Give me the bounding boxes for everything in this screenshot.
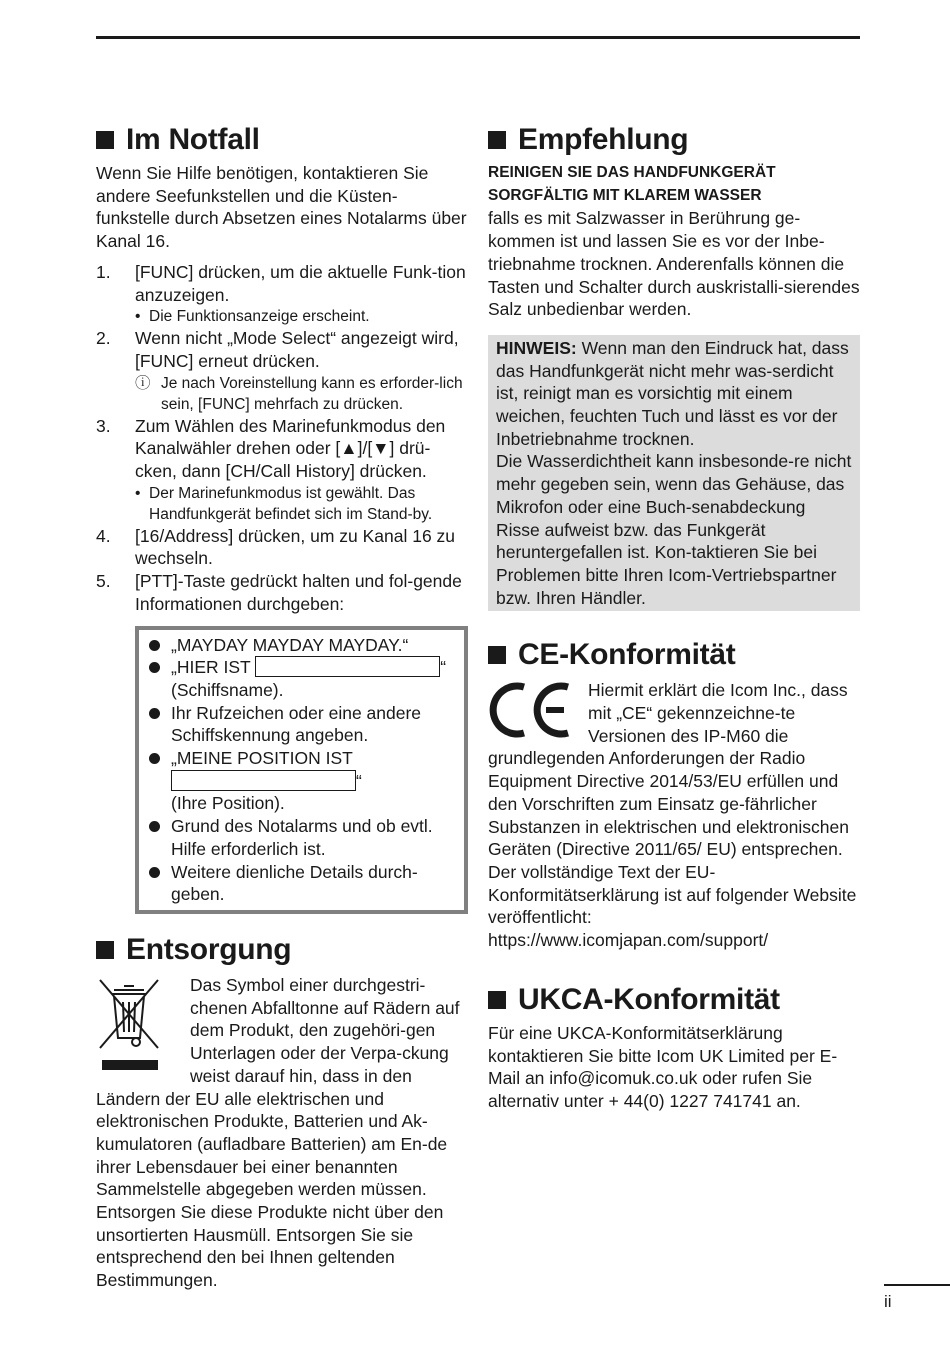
mayday-item <box>147 861 458 906</box>
heading-text: Empfehlung <box>518 123 689 156</box>
step-text: Zum Wählen des Marinefunkmodus den Kanalwähler drehen oder [▲]/[▼] drü-cken, dann [CH/Call History] drücken. <box>135 415 446 482</box>
step-text: Wenn nicht „Mode Select“ angezeigt wird, [FUNC] erneut drücken. <box>135 328 459 371</box>
bullet-marker: • <box>135 484 141 502</box>
note-box <box>488 335 860 611</box>
section-heading <box>96 118 468 162</box>
section-ce-konformitaet <box>488 633 860 951</box>
step-text: [FUNC] drücken, um die aktuelle Funk-tion anzuzeigen. <box>135 261 466 305</box>
list-item <box>96 570 468 615</box>
step-text: [PTT]-Taste gedrückt halten und fol-gende Informationen durchgeben: <box>135 571 462 614</box>
mayday-text: Ihr Rufzeichen oder eine andere Schiffskennung angeben. <box>171 702 422 746</box>
list-item <box>96 261 468 327</box>
right-column <box>488 118 860 1113</box>
bullet-marker: • <box>135 308 141 326</box>
ukca-text: Für eine UKCA-Konformitätserklärung kontaktieren Sie bitte Icom UK Limited per E-Mail an info@icomuk.co.uk oder rufen Sie alternativ unter + 44(0) 1227 741741 an. <box>488 1022 838 1111</box>
bullet-dot-icon <box>149 708 160 719</box>
step-note <box>135 373 468 415</box>
section-heading <box>96 928 468 972</box>
section-im-notfall <box>96 118 468 914</box>
notfall-intro: Wenn Sie Hilfe benötigen, kontaktieren Sie andere Seefunkstellen und die Küsten-funkstelle durch Absetzen eines Notalarms über Kanal 16. <box>96 163 467 252</box>
top-rule <box>96 36 860 39</box>
step-note <box>135 306 468 327</box>
step-note <box>135 483 468 525</box>
section-heading <box>488 118 860 162</box>
info-icon: ⓘ <box>135 374 151 392</box>
mayday-item <box>147 747 458 815</box>
step-number: 1. <box>96 261 111 282</box>
quote-mark: “ <box>356 770 362 791</box>
page-number-text: ii <box>884 1292 892 1311</box>
square-bullet-icon <box>488 991 506 1009</box>
mayday-item <box>147 656 458 701</box>
square-bullet-icon <box>96 131 114 149</box>
list-item <box>96 327 468 414</box>
step-number: 5. <box>96 571 111 592</box>
step-number: 4. <box>96 525 111 546</box>
mayday-item <box>147 634 458 657</box>
mayday-note: (Ihre Position). <box>171 793 285 814</box>
square-bullet-icon <box>488 131 506 149</box>
section-entsorgung <box>96 928 468 1292</box>
mayday-text: Weitere dienliche Details durch-geben. <box>171 861 418 905</box>
bullet-dot-icon <box>149 662 160 673</box>
mayday-text: Grund des Notalarms und ob evtl. Hilfe erforderlich ist. <box>171 816 433 859</box>
note-paragraph-2: Die Wasserdichtheit kann insbesonde-re nicht mehr gegeben sein, wenn das Gehäuse, das Mikrofon oder eine Buch-senabdeckung Risse aufweist bzw. das Funkgerät heruntergefallen ist. Kon-taktieren Sie bei Problemen bitte Ihren Icom-Vertriebspartner bzw. Ihren Händler. <box>496 451 852 608</box>
heading-text: Im Notfall <box>126 123 260 156</box>
bullet-dot-icon <box>149 640 160 651</box>
quote-mark: “ <box>440 657 447 678</box>
note-text: Wenn man den Eindruck hat, dass das Handfunkgerät nicht mehr was-serdicht ist, reinigt man es vorsichtig mit einem weichen, feuchten Tuch und lässt es vor der Inbetriebnahme trocknen. <box>496 337 849 449</box>
section-heading <box>488 633 860 677</box>
mayday-text: „MEINE POSITION IST <box>171 748 353 769</box>
note-paragraph <box>496 337 852 451</box>
page-number <box>884 1284 950 1312</box>
heading-text: Entsorgung <box>126 932 292 966</box>
mayday-item <box>147 702 458 747</box>
crossed-out-wheelie-bin-icon <box>96 974 180 1076</box>
step-note-text: Die Funktionsanzeige erscheint. <box>149 308 370 326</box>
position-blank <box>171 770 356 791</box>
square-bullet-icon <box>96 941 114 959</box>
note-label: HINWEIS: <box>496 337 577 358</box>
ce-url-link[interactable]: https://www.icomjapan.com/support/ <box>488 930 769 951</box>
empfehlung-text: falls es mit Salzwasser in Berührung ge-kommen ist und lassen Sie es vor der Inbe-triebnahme trocknen. Anderenfalls können die Tasten und Schalter durch auskristalli-sierendes Salz unbedienbar werden. <box>488 208 860 320</box>
ce-mark-icon <box>488 681 580 743</box>
square-bullet-icon <box>488 646 506 664</box>
steps-list <box>96 261 468 616</box>
mayday-box <box>135 626 468 914</box>
bullet-dot-icon <box>149 821 160 832</box>
step-number: 3. <box>96 415 111 436</box>
mayday-text: „HIER IST <box>171 657 251 678</box>
mayday-note: (Schiffsname). <box>171 679 284 700</box>
step-note-text: Je nach Voreinstellung kann es erforder-lich sein, [FUNC] mehrfach zu drücken. <box>161 374 463 413</box>
section-empfehlung <box>488 118 860 611</box>
step-text: [16/Address] drücken, um zu Kanal 16 zu wechseln. <box>135 525 456 569</box>
section-heading <box>488 978 860 1022</box>
heading-text: CE-Konformität <box>518 638 736 672</box>
cleaning-caption: REINIGEN SIE DAS HANDFUNKGERÄT SORGFÄLTIG MIT KLAREM WASSER <box>488 164 776 204</box>
step-note-text: Der Marinefunkmodus ist gewählt. Das Handfunkgerät befindet sich im Stand-by. <box>149 484 433 523</box>
left-column <box>96 118 468 1292</box>
ship-name-blank <box>255 656 440 677</box>
bullet-dot-icon <box>149 867 160 878</box>
mayday-item <box>147 815 458 860</box>
list-item <box>96 415 468 525</box>
step-number: 2. <box>96 328 111 349</box>
section-ukca-konformitaet <box>488 978 860 1113</box>
entsorgung-text: Das Symbol einer durchgestri-chenen Abfalltonne auf Rädern auf dem Produkt, den zugehöri-gen Unterlagen oder der Verpa-ckung weist darauf hin, dass in den Ländern der EU alle elektrischen und elektronischen Produkte, Batterien und Ak-kumulatoren (aufladbare Batterien) am En-de ihrer Lebensdauer bei einer benannten Sammelstelle abgegeben werden müssen. Entsorgen Sie diese Produkte nicht über den unsortierten Hausmüll. Entsorgen Sie sie entsprechend den bei Ihnen geltenden Bestimmungen. <box>96 974 460 1291</box>
ce-text: Hiermit erklärt die Icom Inc., dass mit „CE“ gekennzeichne-te Versionen des IP-M60 die grundlegenden Anforderungen der Radio Equipment Directive 2014/53/EU erfüllen und den Vorschriften zum Einsatz ge-fährlicher Substanzen in elektrischen und elektronischen Geräten (Directive 2011/65/ EU) entsprechen. Der vollständige Text der EU-Konformitätserklärung ist auf folgender Website veröffentlicht: <box>488 680 857 928</box>
mayday-text: „MAYDAY MAYDAY MAYDAY.“ <box>171 634 409 655</box>
heading-text: UKCA-Konformität <box>518 982 780 1016</box>
bullet-dot-icon <box>149 753 160 764</box>
list-item <box>96 525 468 570</box>
